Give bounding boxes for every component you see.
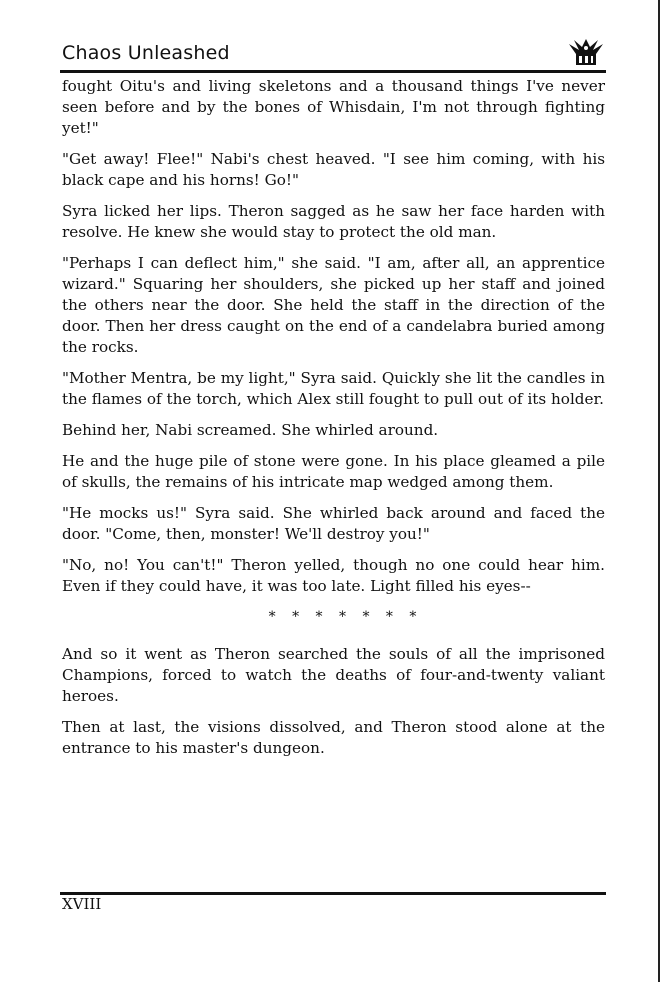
page-body xyxy=(62,76,605,769)
paragraph: Syra licked her lips. Theron sagged as he saw her face harden with resolve. He knew she would stay to protect the old man. xyxy=(62,202,605,241)
winged-emblem-icon xyxy=(568,38,604,66)
paragraph: fought Oitu's and living skeletons and a thousand things I've never seen before and by the bones of Whisdain, I'm not through fighting yet!" xyxy=(62,77,605,137)
paragraph: "He mocks us!" Syra said. She whirled back around and faced the door. "Come, then, monster! We'll destroy you!" xyxy=(62,504,605,543)
paragraph: "Perhaps I can deflect him," she said. "I am, after all, an apprentice wizard." Squaring her shoulders, she picked up her staff and joined the others near the door. She held the staff in the direction of the door. Then her dress caught on the end of a candelabra buried among the rocks. xyxy=(62,254,605,356)
header-divider xyxy=(60,70,606,73)
paragraph: Then at last, the visions dissolved, and Theron stood alone at the entrance to his master's dungeon. xyxy=(62,718,605,757)
page-number: XVIII xyxy=(62,895,102,913)
section-separator: * * * * * * * xyxy=(268,609,423,625)
paragraph: He and the huge pile of stone were gone. In his place gleamed a pile of skulls, the remains of his intricate map wedged among them. xyxy=(62,452,605,491)
page-header xyxy=(60,40,606,70)
paragraph: Behind her, Nabi screamed. She whirled around. xyxy=(62,421,439,439)
footer-divider xyxy=(60,892,606,895)
chapter-title: Chaos Unleashed xyxy=(62,42,230,64)
paragraph: And so it went as Theron searched the souls of all the imprisoned Champions, forced to watch the deaths of four-and-twenty valiant heroes. xyxy=(62,645,605,705)
paragraph: "No, no! You can't!" Theron yelled, though no one could hear him. Even if they could have, it was too late. Light filled his eyes-- xyxy=(62,556,605,595)
paragraph: "Get away! Flee!" Nabi's chest heaved. "I see him coming, with his black cape and his horns! Go!" xyxy=(62,150,605,189)
paragraph: "Mother Mentra, be my light," Syra said. Quickly she lit the candles in the flames of the torch, which Alex still fought to pull out of its holder. xyxy=(62,369,605,408)
